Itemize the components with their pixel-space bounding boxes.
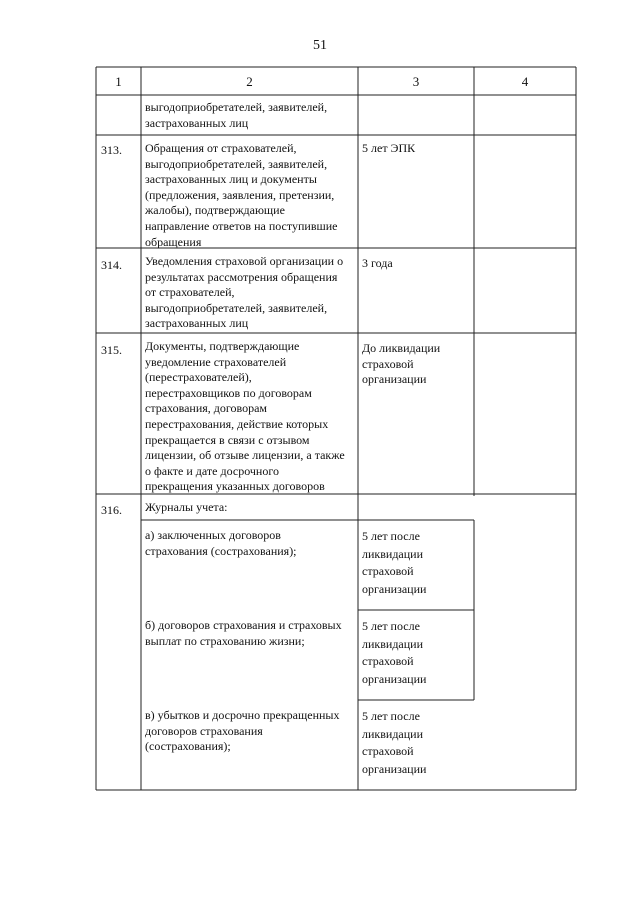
row-315-period: До ликвидации страховой организации [362, 341, 441, 387]
row-315-number: 315. [101, 343, 122, 357]
subrow-a-content: а) заключенных договоров страхования (сострахования); [145, 528, 297, 558]
subrow-b-period: 5 лет после ликвидации страховой организации [362, 619, 427, 686]
header-col-3: 3 [412, 74, 420, 89]
row-315-content: Документы, подтверждающие уведомление страхователей (перестрахователей), перестраховщиков по договорам страхования, договорам перестрахования, действие которых прекращается в связи с отзывом лицензии, об отзыве лицензии, а также о факте и дате досрочного прекращения указанных договоров [145, 339, 345, 494]
row-314-period: 3 года [362, 256, 393, 270]
row-313-content: Обращения от страхователей, выгодоприобретателей, заявителей, застрахованных лиц и документы (предложения, заявления, претензии, жалобы), подтверждающие направление ответов на поступившие обращения [145, 141, 338, 249]
row-314-content: Уведомления страховой организации о результатах рассмотрения обращения от страхователей, выгодоприобретателей, заявителей, застрахованных лиц [145, 254, 344, 331]
row-313-number: 313. [101, 143, 122, 157]
row-316-content: Журналы учета: [145, 500, 228, 514]
subrow-c-period: 5 лет после ликвидации страховой организации [362, 709, 427, 776]
subrow-a-period: 5 лет после ликвидации страховой организации [362, 529, 427, 596]
row-313-period: 5 лет ЭПК [362, 141, 416, 155]
subrow-c-content: в) убытков и досрочно прекращенных договоров страхования (сострахования); [145, 708, 340, 754]
row-314-number: 314. [101, 258, 122, 272]
header-col-1: 1 [115, 74, 122, 89]
header-col-2: 2 [246, 74, 253, 89]
header-col-4: 4 [521, 74, 529, 89]
page-number: 51 [313, 38, 327, 53]
subrow-b-content: б) договоров страхования и страховых выплат по страхованию жизни; [145, 618, 342, 648]
continuation-content: выгодоприобретателей, заявителей, застрахованных лиц [145, 100, 328, 130]
row-316-number: 316. [101, 503, 122, 517]
